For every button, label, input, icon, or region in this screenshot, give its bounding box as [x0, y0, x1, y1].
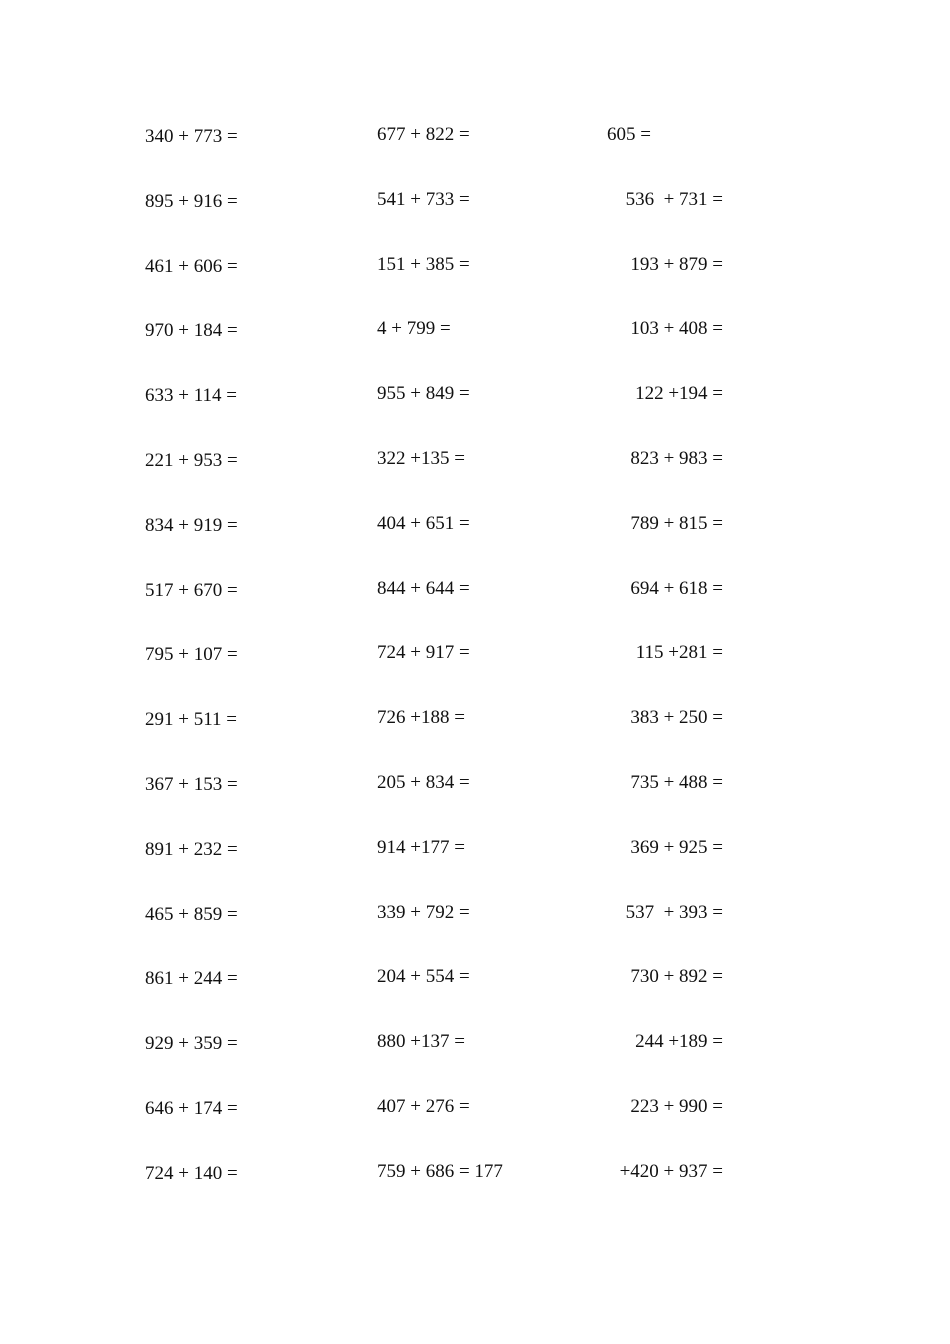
math-problem: 735 + 488 =	[630, 772, 723, 793]
math-problem: 823 + 983 =	[630, 448, 723, 469]
math-problem: 151 + 385 =	[377, 254, 470, 275]
math-problem: 895 + 916 =	[145, 191, 238, 212]
math-problem: 205 + 834 =	[377, 772, 470, 793]
math-problem: 970 + 184 =	[145, 320, 238, 341]
math-problem: 339 + 792 =	[377, 902, 470, 923]
math-problem: 244 +189 =	[635, 1031, 723, 1052]
math-problem: 383 + 250 =	[630, 707, 723, 728]
math-problem: 407 + 276 =	[377, 1096, 470, 1117]
math-problem: 4 + 799 =	[377, 318, 451, 339]
math-problem: 461 + 606 =	[145, 256, 238, 277]
math-problem: 367 + 153 =	[145, 774, 238, 795]
math-problem: 929 + 359 =	[145, 1033, 238, 1054]
math-problem: 291 + 511 =	[145, 709, 237, 730]
math-problem: 730 + 892 =	[630, 966, 723, 987]
math-problem: 789 + 815 =	[630, 513, 723, 534]
math-problem: 694 + 618 =	[630, 578, 723, 599]
math-problem: 115 +281 =	[635, 642, 723, 663]
math-problem: 103 + 408 =	[630, 318, 723, 339]
math-problem: 322 +135 =	[377, 448, 465, 469]
math-problem: +420 + 937 =	[619, 1161, 723, 1182]
math-problem: 914 +177 =	[377, 837, 465, 858]
math-problem: 536 + 731 =	[625, 189, 723, 210]
math-problem: 844 + 644 =	[377, 578, 470, 599]
math-problem: 633 + 114 =	[145, 385, 237, 406]
math-problem: 891 + 232 =	[145, 839, 238, 860]
math-problem: 646 + 174 =	[145, 1098, 238, 1119]
math-problem: 759 + 686 = 177	[377, 1161, 503, 1182]
math-problem: 795 + 107 =	[145, 644, 238, 665]
math-problem: 541 + 733 =	[377, 189, 470, 210]
math-problem: 122 +194 =	[635, 383, 723, 404]
math-problem: 834 + 919 =	[145, 515, 238, 536]
math-problem: 861 + 244 =	[145, 968, 238, 989]
math-problem: 724 + 140 =	[145, 1163, 238, 1184]
math-problem: 955 + 849 =	[377, 383, 470, 404]
math-problem: 193 + 879 =	[630, 254, 723, 275]
math-problem: 404 + 651 =	[377, 513, 470, 534]
math-problem: 204 + 554 =	[377, 966, 470, 987]
math-problem: 724 + 917 =	[377, 642, 470, 663]
math-problem: 223 + 990 =	[630, 1096, 723, 1117]
math-problem: 726 +188 =	[377, 707, 465, 728]
math-problem: 880 +137 =	[377, 1031, 465, 1052]
math-problem: 369 + 925 =	[630, 837, 723, 858]
math-problem: 340 + 773 =	[145, 126, 238, 147]
math-problem: 517 + 670 =	[145, 580, 238, 601]
math-problem: 221 + 953 =	[145, 450, 238, 471]
math-problem: 537 + 393 =	[625, 902, 723, 923]
math-problem: 605 =	[607, 124, 651, 145]
math-problem: 465 + 859 =	[145, 904, 238, 925]
math-problem: 677 + 822 =	[377, 124, 470, 145]
